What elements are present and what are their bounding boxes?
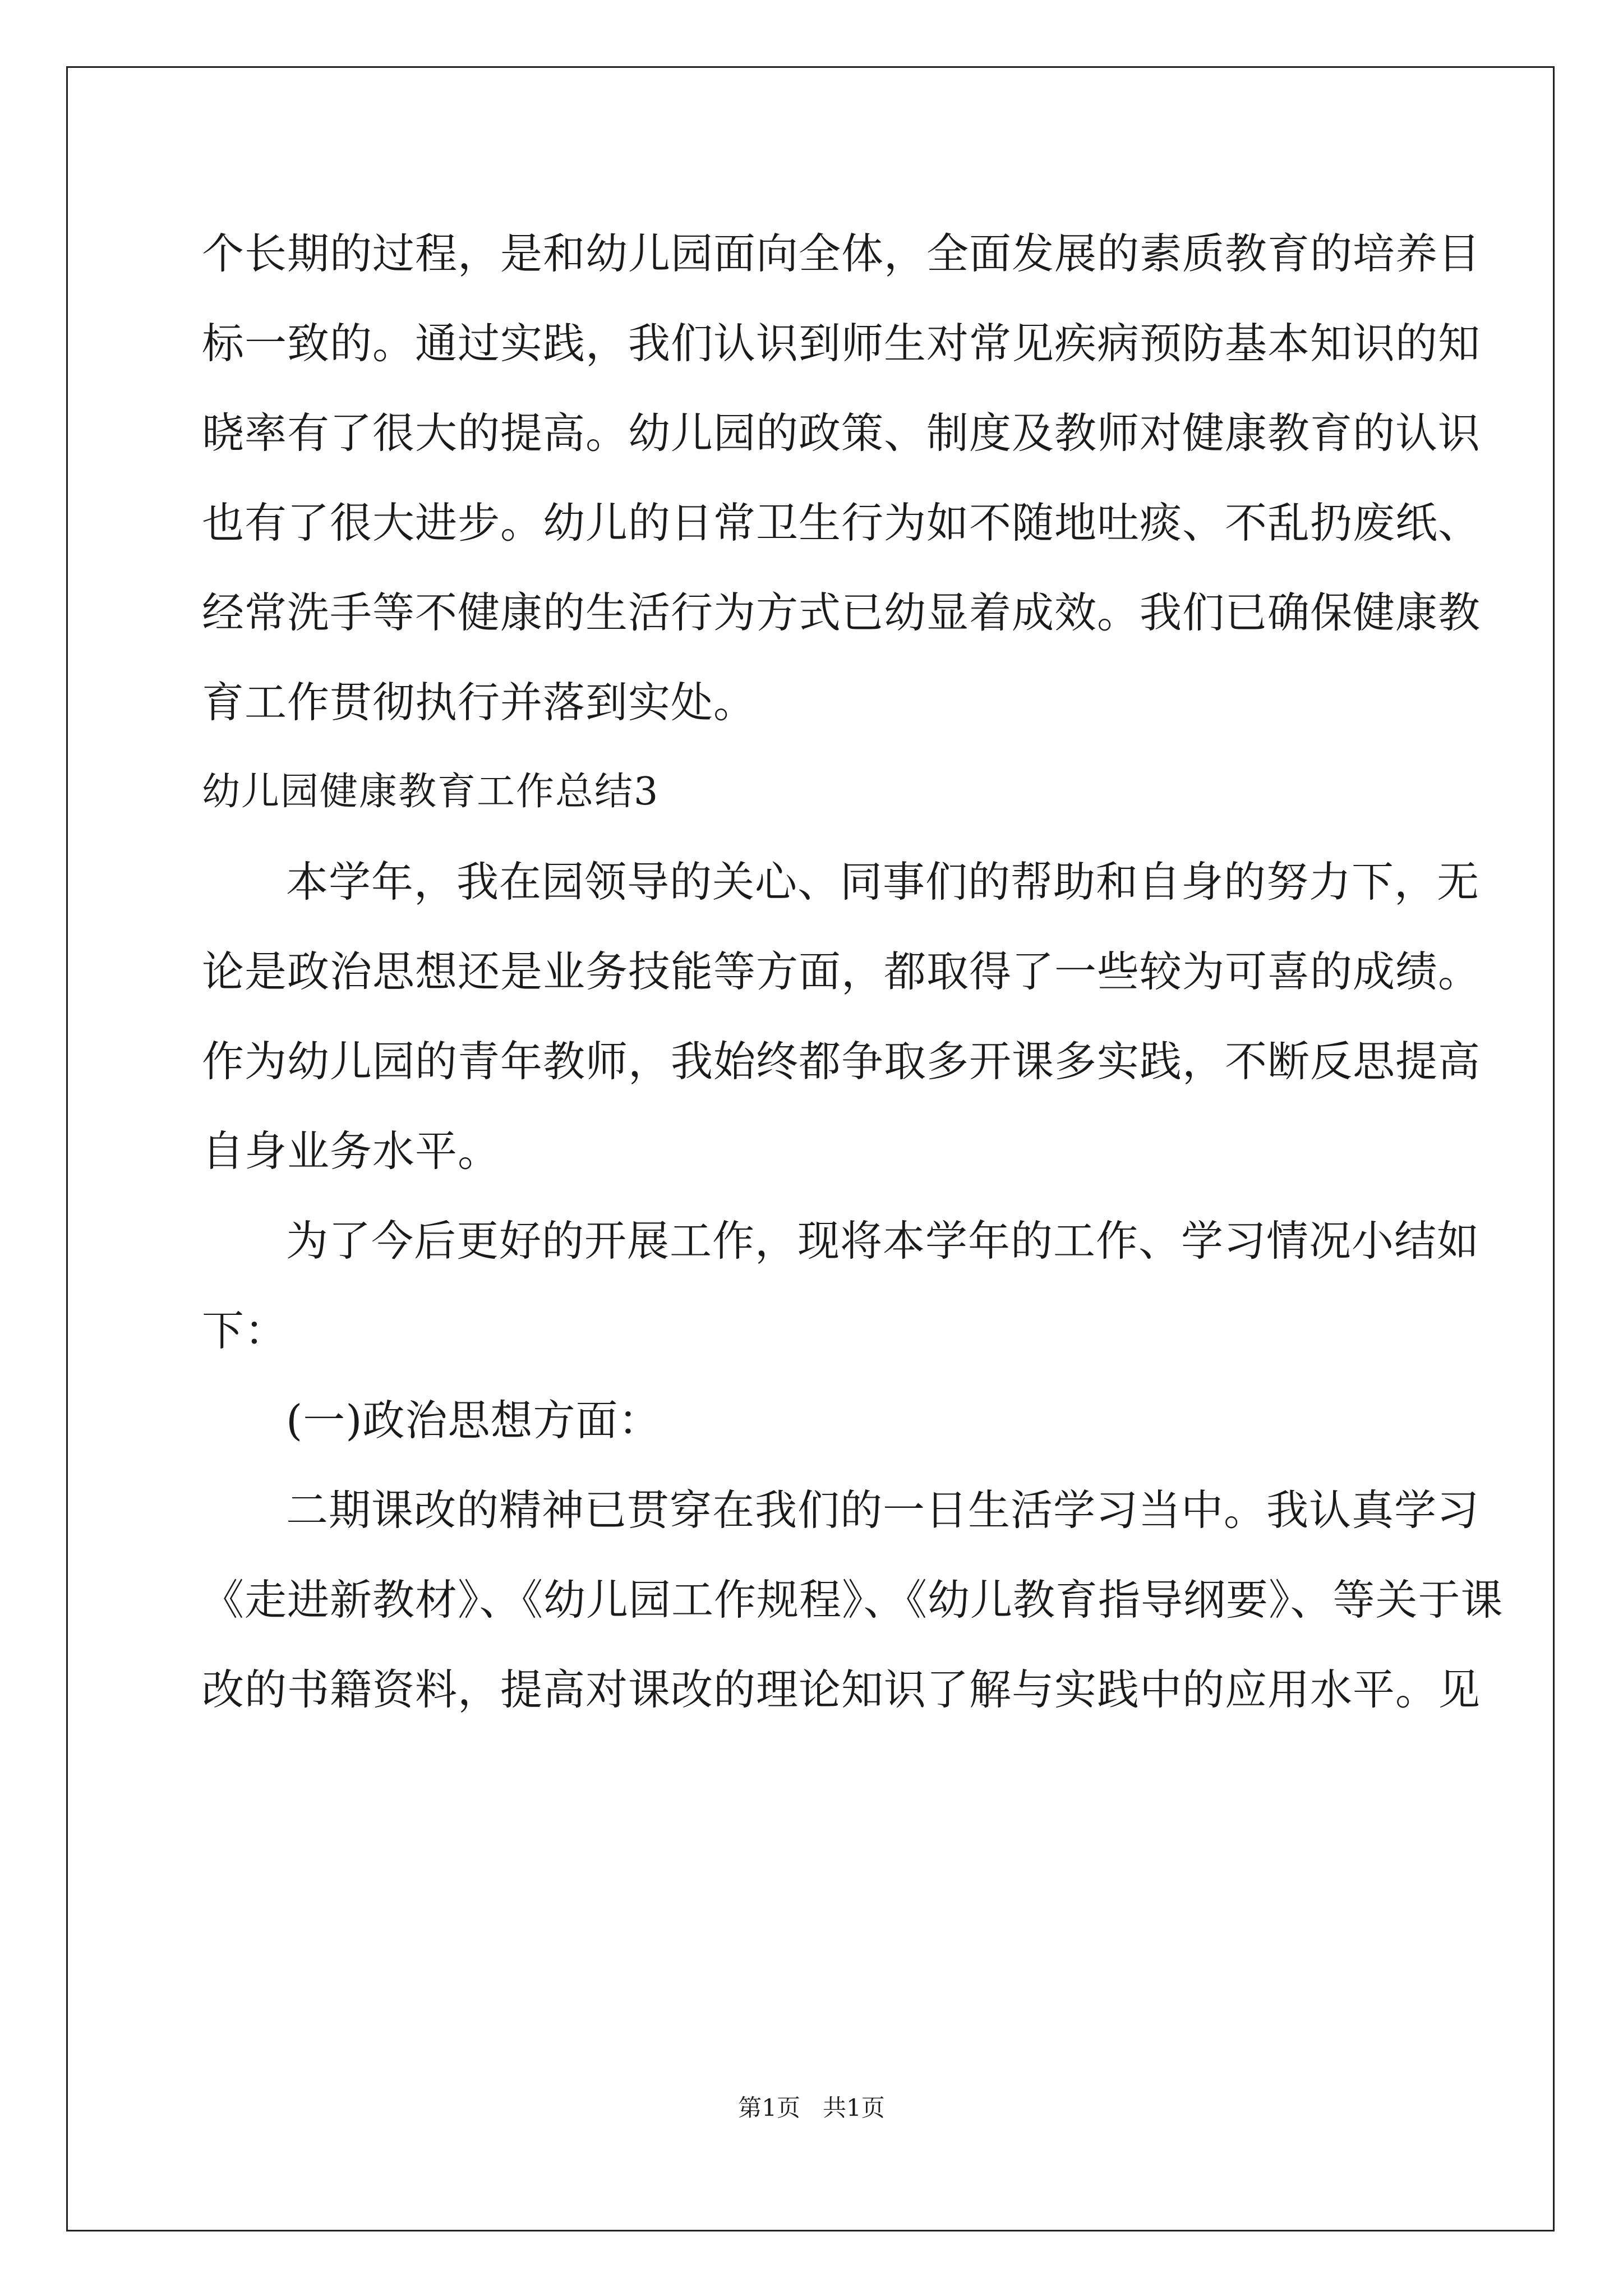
- subsection-heading: (一)政治思想方面：: [286, 1396, 661, 1445]
- section-heading: 幼儿园健康教育工作总结3: [202, 770, 660, 814]
- text-line: 标一致的。通过实践，我们认识到师生对常见疾病预防基本知识的知: [202, 319, 1481, 368]
- document-body: [202, 209, 1504, 1734]
- text-line: 个长期的过程，是和幼儿园面向全体，全面发展的素质教育的培养目: [202, 229, 1481, 278]
- text-line: 下：: [202, 1306, 288, 1355]
- page-number-footer: 第1页 共1页: [738, 2094, 885, 2122]
- text-line: 育工作贯彻执行并落到实处。: [202, 678, 757, 727]
- paragraph-first-line: 本学年，我在园领导的关心、同事们的帮助和自身的努力下，无: [286, 857, 1480, 907]
- text-line: 改的书籍资料，提高对课改的理论知识了解与实践中的应用水平。见: [202, 1665, 1481, 1714]
- text-line: 论是政治思想还是业务技能等方面，都取得了一些较为可喜的成绩。: [202, 947, 1481, 996]
- paragraph-first-line: 二期课改的精神已贯穿在我们的一日生活学习当中。我认真学习: [286, 1485, 1480, 1535]
- paragraph-first-line: 为了今后更好的开展工作，现将本学年的工作、学习情况小结如: [286, 1216, 1480, 1266]
- text-line: 经常洗手等不健康的生活行为方式已幼显着成效。我们已确保健康教: [202, 588, 1481, 637]
- text-line: 自身业务水平。: [202, 1126, 501, 1176]
- text-line: 也有了很大进步。幼儿的日常卫生行为如不随地吐痰、不乱扔废纸、: [202, 498, 1481, 547]
- text-line: 《走进新教材》、《幼儿园工作规程》、《幼儿教育指导纲要》、等关于课: [202, 1575, 1504, 1625]
- text-line: 作为幼儿园的青年教师，我始终都争取多开课多实践，不断反思提高: [202, 1037, 1481, 1086]
- text-line: 晓率有了很大的提高。幼儿园的政策、制度及教师对健康教育的认识: [202, 408, 1481, 458]
